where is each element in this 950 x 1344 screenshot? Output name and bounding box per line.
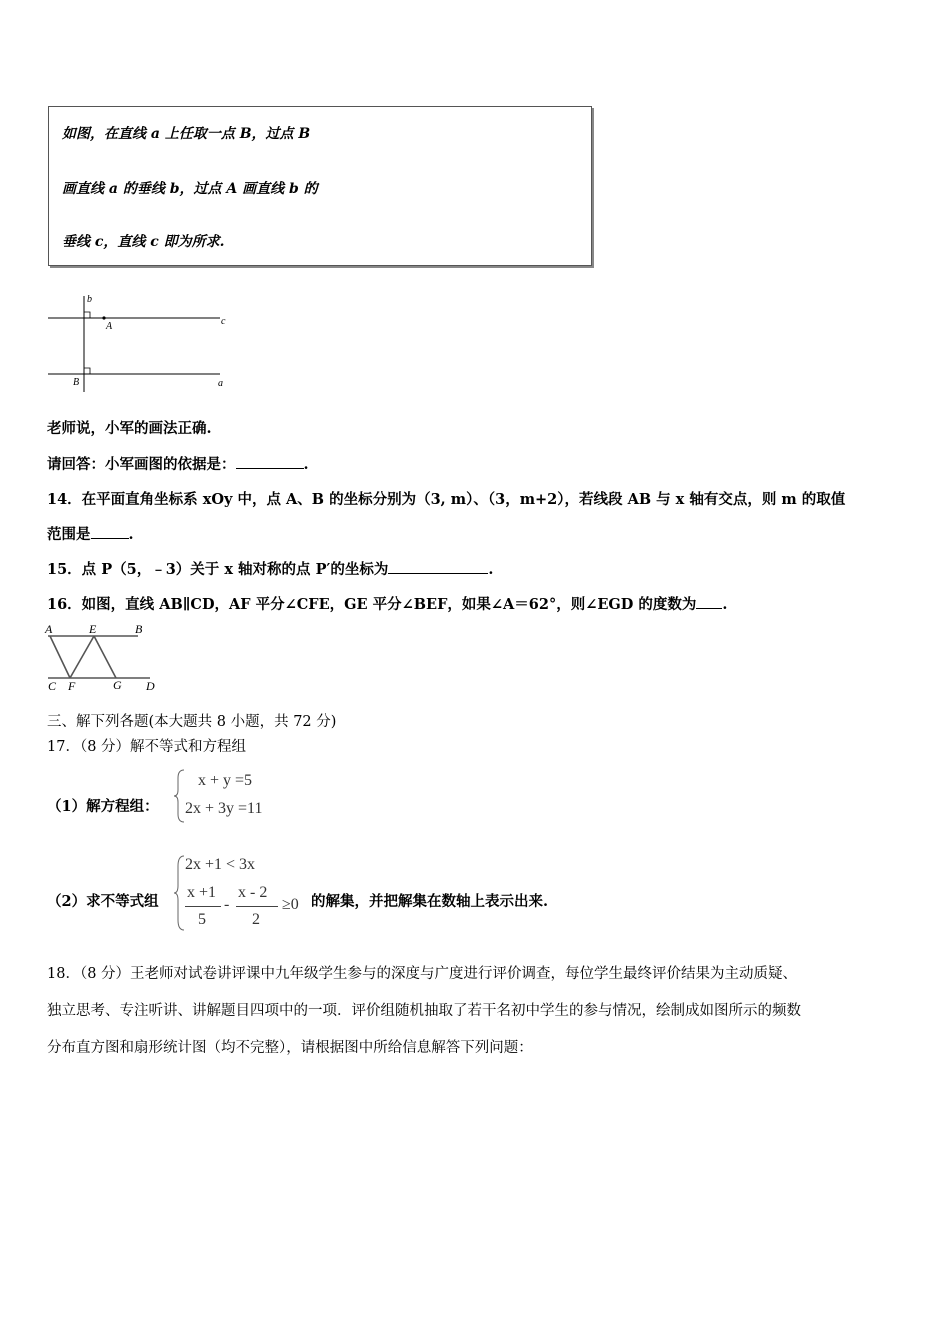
label-C2: C bbox=[48, 679, 57, 693]
box-line-2: 画直线 a 的垂线 b，过点 A 画直线 b 的 bbox=[62, 181, 318, 197]
label-D2: D bbox=[146, 679, 155, 693]
q14-line-2 bbox=[47, 525, 134, 545]
ask-text: 请回答：小军画图的依据是： bbox=[47, 456, 236, 473]
q18-line-3: 分布直方图和扇形统计图（均不完整），请根据图中所给信息解答下列问题： bbox=[47, 1040, 533, 1056]
label-a: a bbox=[218, 378, 223, 389]
ask-line bbox=[47, 455, 309, 475]
label-c: c bbox=[221, 316, 226, 327]
label-G2: G bbox=[113, 678, 122, 692]
segment-eg bbox=[94, 636, 116, 678]
q16-line bbox=[47, 595, 727, 615]
right-angle-mark-bottom bbox=[84, 368, 90, 374]
frac2-denominator: 2 bbox=[252, 911, 260, 928]
label-A2: A bbox=[45, 622, 53, 636]
q18-line-2: 独立思考、专注听讲、讲解题目四项中的一项．评价组随机抽取了若干名初中学生的参与情况，绘制成如图所示的频数 bbox=[47, 1003, 801, 1019]
box-line-1: 如图，在直线 a 上任取一点 B，过点 B bbox=[62, 126, 311, 142]
q14-blank bbox=[91, 538, 129, 539]
q14-line-1: 14．在平面直角坐标系 xOy 中，点 A、B 的坐标分别为（3, m）、（3，m+2），若线段 AB 与 x 轴有交点，则 m 的取值 bbox=[47, 491, 846, 508]
answer-blank bbox=[236, 468, 304, 469]
segment-ef bbox=[70, 636, 94, 678]
geq-zero: ≥0 bbox=[282, 896, 299, 913]
q15-line bbox=[47, 560, 493, 580]
segment-af bbox=[50, 636, 70, 678]
label-A: A bbox=[106, 321, 113, 332]
q16-end: . bbox=[722, 596, 728, 613]
q15-text: 15．点 P（5，﹣3）关于 x 轴对称的点 P′的坐标为 bbox=[47, 561, 389, 578]
frac1-denominator: 5 bbox=[198, 911, 206, 928]
right-angle-mark-top bbox=[84, 312, 90, 318]
inequality-1: 2x +1 < 3x bbox=[185, 856, 256, 873]
label-B: B bbox=[73, 377, 80, 388]
q17-part1-label: （1）解方程组： bbox=[47, 798, 159, 815]
label-B2: B bbox=[135, 622, 143, 636]
q17-title: 17．（8 分）解不等式和方程组 bbox=[47, 739, 247, 755]
q15-blank bbox=[388, 573, 488, 574]
q15-end: . bbox=[488, 561, 494, 578]
equation-1: x + y =5 bbox=[198, 772, 253, 789]
minus-sign: - bbox=[224, 896, 230, 913]
q14-end: . bbox=[128, 526, 134, 543]
frac1-numerator: x +1 bbox=[187, 884, 217, 901]
q17-part2-tail: 的解集，并把解集在数轴上表示出来. bbox=[311, 893, 549, 910]
q17-part2-label: （2）求不等式组 bbox=[47, 893, 159, 910]
perpendicular-figure bbox=[45, 292, 245, 392]
ask-end: . bbox=[303, 456, 309, 473]
label-E2: E bbox=[89, 622, 97, 636]
label-b: b bbox=[87, 294, 92, 305]
parallel-lines-figure bbox=[42, 620, 162, 696]
frac1-bar bbox=[185, 906, 221, 907]
section-3-heading: 三、解下列各题(本大题共 8 小题，共 72 分) bbox=[47, 714, 337, 730]
label-F2: F bbox=[68, 679, 76, 693]
q16-blank bbox=[696, 608, 722, 609]
q14-line-2-text: 范围是 bbox=[47, 526, 91, 543]
frac2-bar bbox=[236, 906, 278, 907]
frac2-numerator: x - 2 bbox=[238, 884, 268, 901]
q16-text: 16．如图，直线 AB∥CD，AF 平分∠CFE，GE 平分∠BEF，如果∠A＝62°，则∠EGD 的度数为 bbox=[47, 596, 697, 613]
q18-line-1: 18．（8 分）王老师对试卷讲评课中九年级学生参与的深度与广度进行评价调查，每位学生最终评价结果为主动质疑、 bbox=[47, 966, 798, 982]
teacher-text: 老师说，小军的画法正确. bbox=[47, 420, 212, 437]
box-line-3: 垂线 c，直线 c 即为所求. bbox=[62, 234, 225, 250]
point-a bbox=[102, 316, 105, 319]
equation-2: 2x + 3y =11 bbox=[185, 800, 263, 817]
